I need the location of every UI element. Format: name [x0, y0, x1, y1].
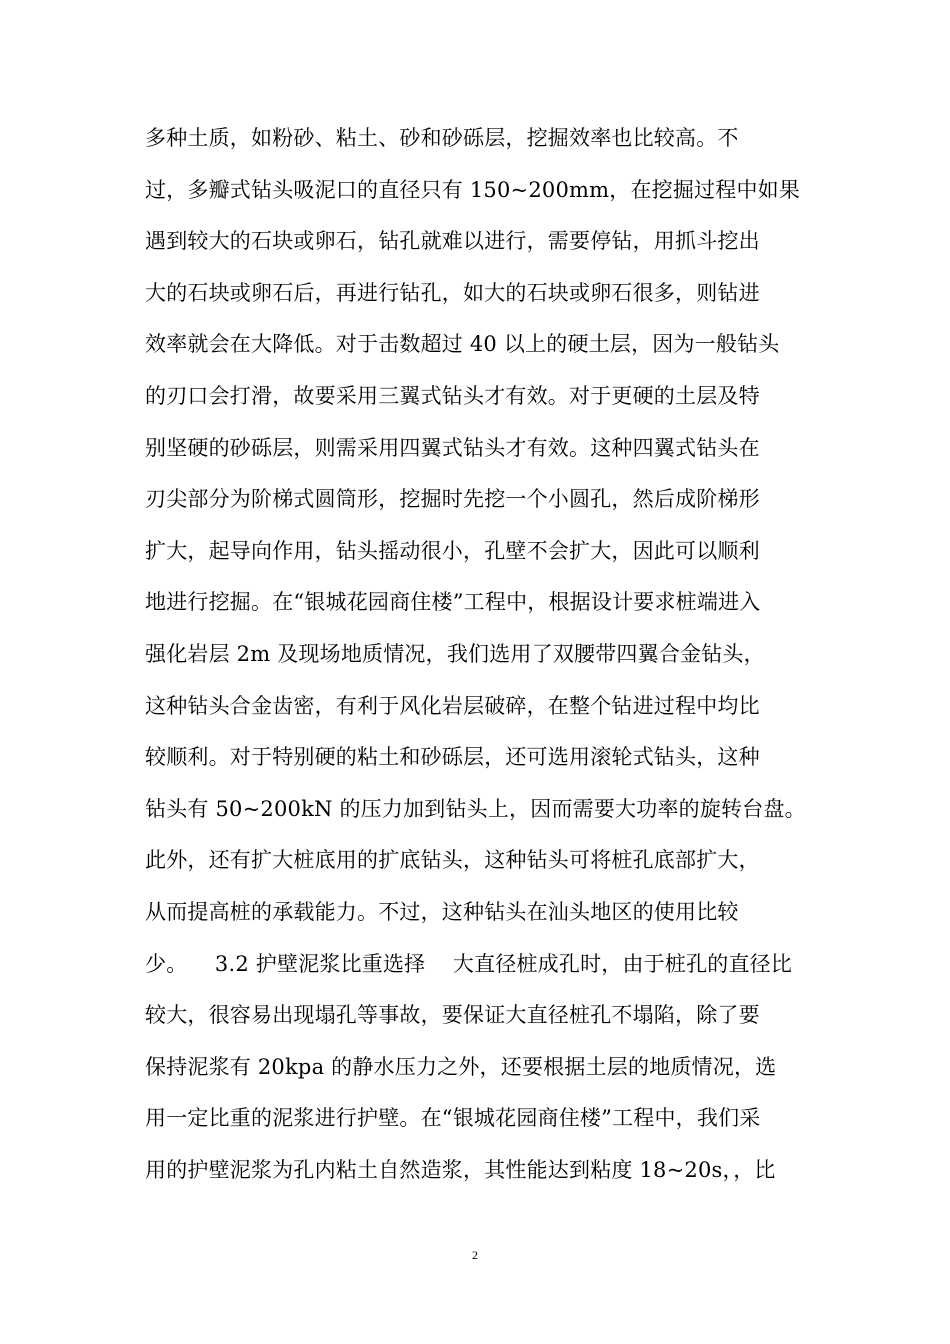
text-line: 别坚硬的砂砾层，则需采用四翼式钻头才有效。这种四翼式钻头在: [145, 435, 760, 460]
text-line: 此外，还有扩大桩底用的扩底钻头，这种钻头可将桩孔底部扩大，: [145, 848, 760, 873]
text-line: 遇到较大的石块或卵石，钻孔就难以进行，需要停钻，用抓斗挖出: [145, 229, 760, 254]
text-line: 较顺利。对于特别硬的粘土和砂砾层，还可选用滚轮式钻头，这种: [145, 745, 760, 770]
text-line: 强化岩层 2m 及现场地质情况，我们选用了双腰带四翼合金钻头，: [145, 641, 765, 666]
text-line: 用的护壁泥浆为孔内粘土自然造浆，其性能达到粘度 18~20s，，比: [145, 1157, 776, 1182]
text-line: 刃尖部分为阶梯式圆筒形，挖掘时先挖一个小圆孔，然后成阶梯形: [145, 487, 760, 512]
text-line: 用一定比重的泥浆进行护壁。在“银城花园商住楼”工程中，我们采: [145, 1106, 761, 1131]
body-text: [145, 116, 815, 1199]
text-line: 地进行挖掘。在“银城花园商住楼”工程中，根据设计要求桩端进入: [145, 590, 761, 615]
text-line: 多种土质，如粉砂、粘土、砂和砂砾层，挖掘效率也比较高。不: [145, 126, 739, 150]
text-line: 的刃口会打滑，故要采用三翼式钻头才有效。对于更硬的土层及特: [145, 383, 760, 408]
text-line: 较大，很容易出现塌孔等事故，要保证大直径桩孔不塌陷，除了要: [145, 1003, 760, 1028]
text-line: 过，多瓣式钻头吸泥口的直径只有 150~200mm，在挖掘过程中如果: [145, 177, 801, 202]
text-line: 效率就会在大降低。对于击数超过 40 以上的硬土层，因为一般钻头: [145, 332, 780, 357]
page-number: 2: [472, 1248, 478, 1262]
text-line: 大的石块或卵石后，再进行钻孔，如大的石块或卵石很多，则钻进: [145, 280, 760, 305]
text-line: 钻头有 50~200kN 的压力加到钻头上，因而需要大功率的旋转台盘。: [145, 796, 806, 821]
text-line: 扩大，起导向作用，钻头摇动很小，孔壁不会扩大，因此可以顺利: [145, 538, 760, 563]
text-line: 保持泥浆有 20kpa 的静水压力之外，还要根据土层的地质情况，选: [145, 1054, 777, 1079]
text-line: 这种钻头合金齿密，有利于风化岩层破碎，在整个钻进过程中均比: [145, 693, 760, 718]
text-line: 从而提高桩的承载能力。不过，这种钻头在汕头地区的使用比较: [145, 899, 739, 924]
text-line: 少。 3.2 护壁泥浆比重选择 大直径桩成孔时，由于桩孔的直径比: [145, 951, 793, 976]
